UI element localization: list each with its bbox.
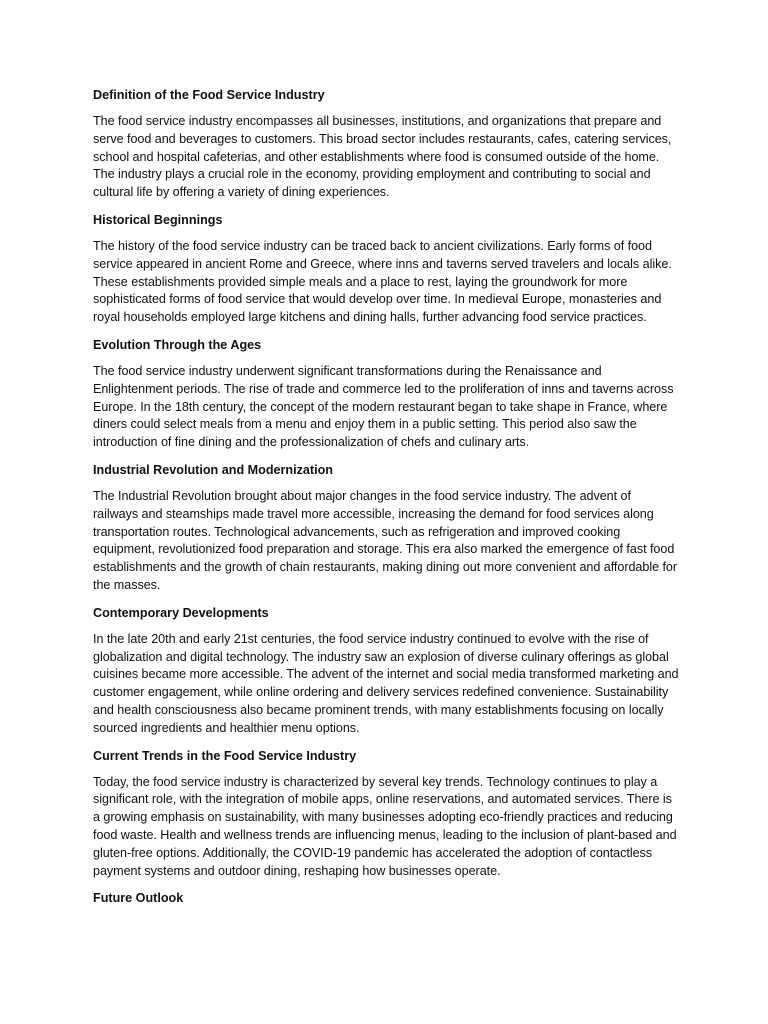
section-body-definition: The food service industry encompasses all businesses, institutions, and organizations that prepare and serve food and beverages to customers. This broad sector includes restaurants, cafes, catering services, school and hospital cafeterias, and other establishments where food is consumed outside of the home. The industry plays a crucial role in the economy, providing employment and contributing to social and cultural life by offering a variety of dining experiences.: [93, 114, 672, 200]
section-heading-future-outlook: Future Outlook: [93, 891, 184, 906]
section-body-contemporary: In the late 20th and early 21st centuries, the food service industry continued to evolve with the rise of globalization and digital technology. The industry saw an explosion of diverse culinary offerings as global cuisines became more accessible. The advent of the internet and social media transformed marketing and customer engagement, while online ordering and delivery services redefined convenience. Sustainability and health consciousness also became prominent trends, with many establishments focusing on locally sourced ingredients and healthier menu options.: [93, 631, 679, 735]
section-heading-contemporary: Contemporary Developments: [93, 605, 269, 620]
document-page: [93, 86, 679, 916]
section-body-historical-beginnings: The history of the food service industry can be traced back to ancient civilizations. Early forms of food service appeared in ancient Rome and Greece, where inns and taverns served travelers and locals alike. These establishments provided simple meals and a place to rest, laying the groundwork for more sophisticated forms of food service that would develop over time. In medieval Europe, monasteries and royal households employed large kitchens and dining halls, further advancing food service practices.: [93, 238, 672, 325]
section-body-evolution: The food service industry underwent significant transformations during the Renaissance and Enlightenment periods. The rise of trade and commerce led to the proliferation of inns and taverns across Europe. In the 18th century, the concept of the modern restaurant began to take shape in France, where diners could select meals from a menu and enjoy them in a public setting. This period also saw the introduction of fine dining and the professionalization of chefs and culinary arts.: [93, 363, 674, 450]
section-heading-historical-beginnings: Historical Beginnings: [93, 212, 223, 227]
section-body-industrial-revolution: The Industrial Revolution brought about major changes in the food service industry. The advent of railways and steamships made travel more accessible, increasing the demand for food services along transportation routes. Technological advancements, such as refrigeration and improved cooking equipment, revolutionized food preparation and storage. This era also marked the emergence of fast food establishments and the growth of chain restaurants, making dining out more convenient and affordable for the masses.: [93, 488, 678, 592]
section-heading-current-trends: Current Trends in the Food Service Industry: [93, 748, 357, 763]
section-heading-evolution: Evolution Through the Ages: [93, 337, 262, 352]
section-body-current-trends: Today, the food service industry is characterized by several key trends. Technology continues to play a significant role, with the integration of mobile apps, online reservations, and automated services. There is a growing emphasis on sustainability, with many businesses adopting eco-friendly practices and reducing food waste. Health and wellness trends are influencing menus, leading to the inclusion of plant-based and gluten-free options. Additionally, the COVID-19 pandemic has accelerated the adoption of contactless payment systems and outdoor dining, reshaping how businesses operate.: [93, 774, 677, 878]
section-heading-industrial-revolution: Industrial Revolution and Modernization: [93, 462, 333, 477]
section-heading-definition: Definition of the Food Service Industry: [93, 88, 325, 102]
